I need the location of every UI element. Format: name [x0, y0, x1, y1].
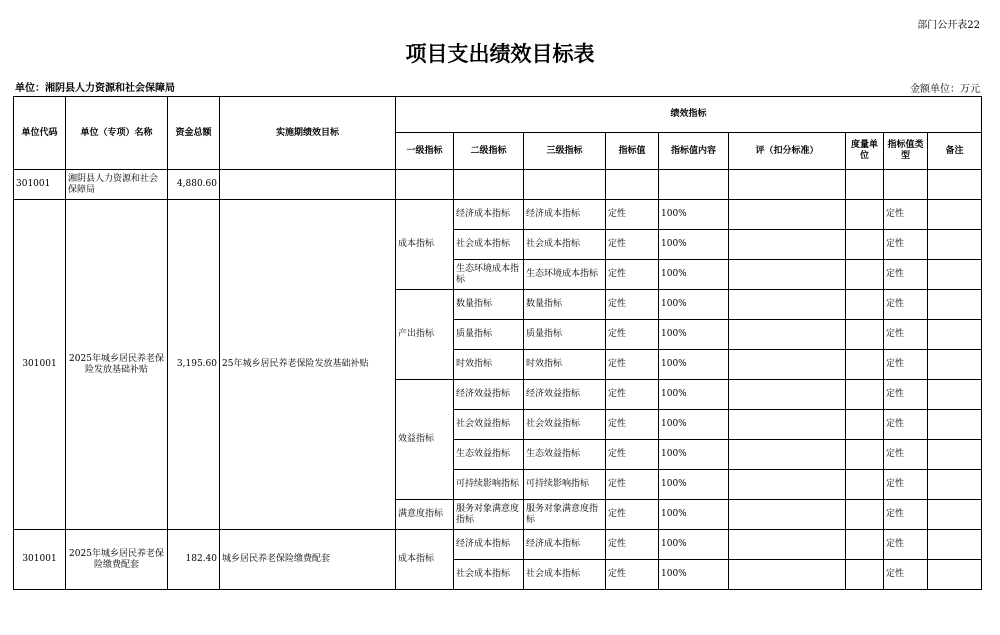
measure-cell [846, 290, 884, 320]
indicator-value: 定性 [606, 320, 659, 350]
indicator-value: 定性 [606, 200, 659, 230]
level3-indicator: 生态效益指标 [524, 440, 606, 470]
header-eval: 评（扣分标准） [729, 133, 846, 170]
indicator-row [14, 530, 982, 560]
eval-cell [729, 530, 846, 560]
header-fund-total: 资金总额 [168, 97, 220, 170]
note-cell [928, 560, 982, 590]
project-name: 2025年城乡居民养老保险缴费配套 [66, 530, 168, 590]
measure-cell [846, 380, 884, 410]
indicator-type: 定性 [884, 440, 928, 470]
header-value: 指标值 [606, 133, 659, 170]
measure-cell [846, 530, 884, 560]
header-goal: 实施期绩效目标 [220, 97, 396, 170]
level3-indicator: 经济成本指标 [524, 200, 606, 230]
indicator-type: 定性 [884, 530, 928, 560]
indicator-type: 定性 [884, 470, 928, 500]
indicator-content: 100% [659, 260, 729, 290]
level2-indicator: 生态环境成本指标 [454, 260, 524, 290]
project-code: 301001 [14, 200, 66, 530]
indicator-content: 100% [659, 530, 729, 560]
project-goal: 城乡居民养老保险缴费配套 [220, 530, 396, 590]
measure-cell [846, 350, 884, 380]
header-note: 备注 [928, 133, 982, 170]
indicator-value: 定性 [606, 530, 659, 560]
indicator-type: 定性 [884, 500, 928, 530]
level2-indicator: 经济成本指标 [454, 200, 524, 230]
indicator-content: 100% [659, 290, 729, 320]
indicator-type: 定性 [884, 320, 928, 350]
indicator-content: 100% [659, 470, 729, 500]
indicator-type: 定性 [884, 200, 928, 230]
level3-indicator: 社会成本指标 [524, 230, 606, 260]
indicator-type: 定性 [884, 230, 928, 260]
note-cell [928, 230, 982, 260]
indicator-value: 定性 [606, 560, 659, 590]
level1-indicator: 效益指标 [396, 380, 454, 500]
eval-cell [729, 200, 846, 230]
indicator-value: 定性 [606, 440, 659, 470]
project-code: 301001 [14, 530, 66, 590]
level3-indicator: 可持续影响指标 [524, 470, 606, 500]
note-cell [928, 440, 982, 470]
level3-indicator: 质量指标 [524, 320, 606, 350]
indicator-type: 定性 [884, 350, 928, 380]
unit-label: 单位：湘阴县人力资源和社会保障局 [15, 83, 175, 94]
header-content: 指标值内容 [659, 133, 729, 170]
indicator-content: 100% [659, 380, 729, 410]
indicator-value: 定性 [606, 290, 659, 320]
indicator-value: 定性 [606, 410, 659, 440]
eval-cell [729, 260, 846, 290]
measure-cell [846, 200, 884, 230]
level3-indicator: 数量指标 [524, 290, 606, 320]
level3-indicator: 生态环境成本指标 [524, 260, 606, 290]
level3-indicator: 服务对象满意度指标 [524, 500, 606, 530]
note-cell [928, 380, 982, 410]
level1-indicator: 成本指标 [396, 530, 454, 590]
note-cell [928, 500, 982, 530]
level2-indicator: 数量指标 [454, 290, 524, 320]
eval-cell [729, 380, 846, 410]
indicator-value: 定性 [606, 380, 659, 410]
indicator-type: 定性 [884, 410, 928, 440]
header-type: 指标值类型 [884, 133, 928, 170]
level3-indicator: 经济成本指标 [524, 530, 606, 560]
measure-cell [846, 320, 884, 350]
measure-cell [846, 440, 884, 470]
header-level3: 三级指标 [524, 133, 606, 170]
project-amount: 3,195.60 [168, 200, 220, 530]
level3-indicator: 经济效益指标 [524, 380, 606, 410]
measure-cell [846, 260, 884, 290]
level3-indicator: 社会效益指标 [524, 410, 606, 440]
measure-cell [846, 560, 884, 590]
project-goal: 25年城乡居民养老保险发放基础补贴 [220, 200, 396, 530]
indicator-content: 100% [659, 440, 729, 470]
header-perf: 绩效指标 [396, 97, 982, 133]
indicator-type: 定性 [884, 380, 928, 410]
note-cell [928, 290, 982, 320]
level2-indicator: 可持续影响指标 [454, 470, 524, 500]
level2-indicator: 经济效益指标 [454, 380, 524, 410]
level1-indicator: 满意度指标 [396, 500, 454, 530]
summary-code: 301001 [14, 170, 66, 200]
level1-indicator: 成本指标 [396, 200, 454, 290]
indicator-type: 定性 [884, 260, 928, 290]
indicator-content: 100% [659, 200, 729, 230]
eval-cell [729, 230, 846, 260]
level3-indicator: 社会成本指标 [524, 560, 606, 590]
note-cell [928, 260, 982, 290]
note-cell [928, 350, 982, 380]
page-title: 项目支出绩效目标表 [405, 42, 595, 66]
note-cell [928, 470, 982, 500]
level2-indicator: 生态效益指标 [454, 440, 524, 470]
measure-cell [846, 470, 884, 500]
indicator-value: 定性 [606, 350, 659, 380]
indicator-row [14, 200, 982, 230]
note-cell [928, 530, 982, 560]
eval-cell [729, 440, 846, 470]
project-amount: 182.40 [168, 530, 220, 590]
summary-row [14, 170, 982, 200]
indicator-content: 100% [659, 410, 729, 440]
header-unit-code: 单位代码 [14, 97, 66, 170]
header-level1: 一级指标 [396, 133, 454, 170]
eval-cell [729, 320, 846, 350]
level2-indicator: 质量指标 [454, 320, 524, 350]
level2-indicator: 服务对象满意度指标 [454, 500, 524, 530]
eval-cell [729, 470, 846, 500]
eval-cell [729, 350, 846, 380]
indicator-content: 100% [659, 230, 729, 260]
header-unit-name: 单位（专项）名称 [66, 97, 168, 170]
eval-cell [729, 290, 846, 320]
note-cell [928, 410, 982, 440]
indicator-value: 定性 [606, 260, 659, 290]
summary-name: 湘阴县人力资源和社会保障局 [66, 170, 168, 200]
level2-indicator: 经济成本指标 [454, 530, 524, 560]
indicator-content: 100% [659, 350, 729, 380]
eval-cell [729, 560, 846, 590]
note-cell [928, 320, 982, 350]
header-level2: 二级指标 [454, 133, 524, 170]
indicator-content: 100% [659, 320, 729, 350]
level2-indicator: 社会效益指标 [454, 410, 524, 440]
level1-indicator: 产出指标 [396, 290, 454, 380]
indicator-type: 定性 [884, 560, 928, 590]
performance-table [13, 96, 982, 590]
indicator-value: 定性 [606, 470, 659, 500]
indicator-content: 100% [659, 500, 729, 530]
summary-amount: 4,880.60 [168, 170, 220, 200]
note-cell [928, 200, 982, 230]
header-measure: 度量单位 [846, 133, 884, 170]
eval-cell [729, 500, 846, 530]
project-name: 2025年城乡居民养老保险发放基础补贴 [66, 200, 168, 530]
indicator-value: 定性 [606, 230, 659, 260]
measure-cell [846, 500, 884, 530]
measure-cell [846, 230, 884, 260]
indicator-type: 定性 [884, 290, 928, 320]
indicator-value: 定性 [606, 500, 659, 530]
level3-indicator: 时效指标 [524, 350, 606, 380]
measure-cell [846, 410, 884, 440]
amount-unit-label: 金额单位：万元 [910, 84, 980, 95]
level2-indicator: 社会成本指标 [454, 230, 524, 260]
page-tag: 部门公开表22 [917, 20, 980, 31]
level2-indicator: 时效指标 [454, 350, 524, 380]
indicator-content: 100% [659, 560, 729, 590]
level2-indicator: 社会成本指标 [454, 560, 524, 590]
eval-cell [729, 410, 846, 440]
